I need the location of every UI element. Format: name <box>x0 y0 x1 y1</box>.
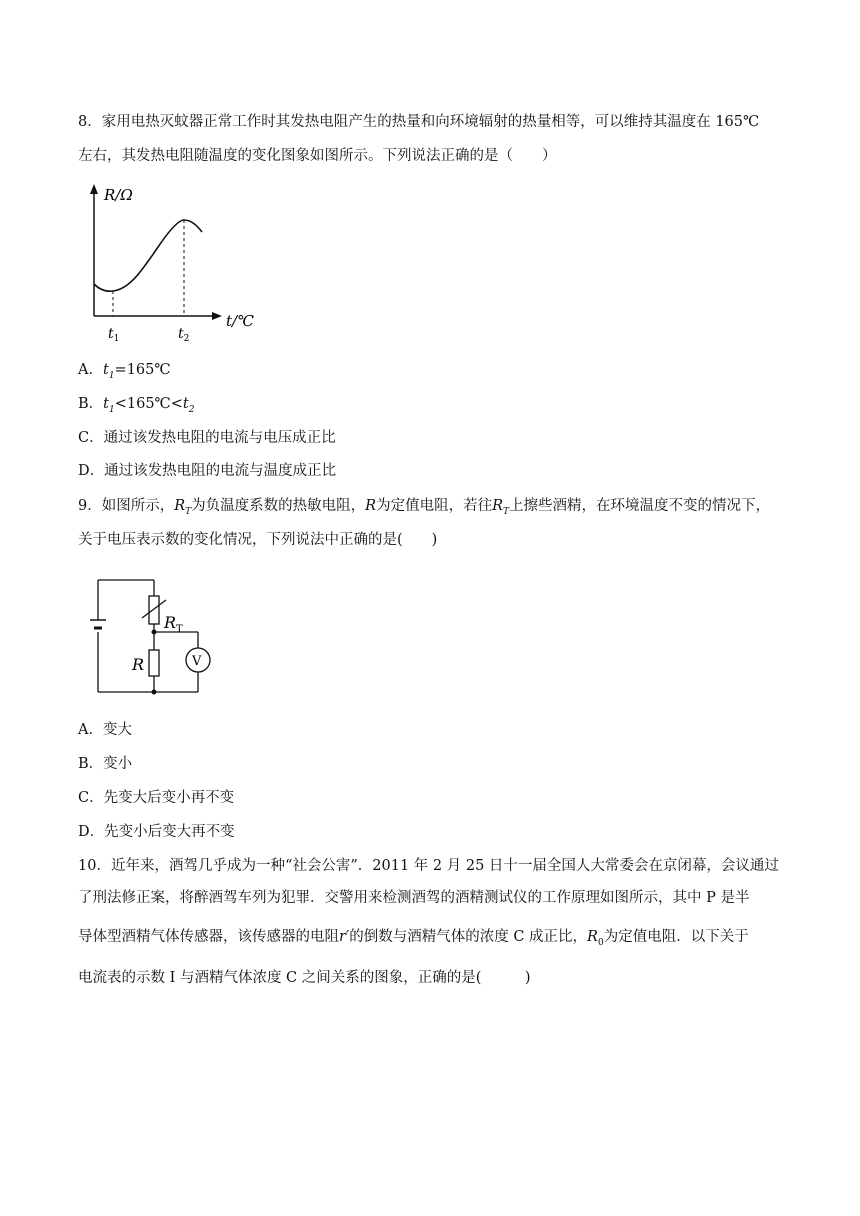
q10-stem-line3: 导体型酒精气体传感器，该传感器的电阻r′的倒数与酒精气体的浓度 C 成正比，$R_0$为定值电阻．以下关于 <box>78 929 749 948</box>
q8-option-a: A．$t_1=165℃$ <box>78 362 171 381</box>
q9-option-d: D．先变小后变大再不变 <box>78 824 235 840</box>
q8-option-c: C．通过该发热电阻的电流与电压成正比 <box>78 430 336 446</box>
q8-stem-line1: 8．家用电热灭蚊器正常工作时其发热电阻产生的热量和向环境辐射的热量相等，可以维持其温度在 165℃ <box>78 114 760 130</box>
x-axis-label: t/℃ <box>226 312 254 330</box>
y-axis-arrow-icon <box>90 184 98 194</box>
q9-stem-line2: 关于电压表示数的变化情况，下列说法中正确的是( ) <box>78 532 438 548</box>
q9-option-c: C．先变大后变小再不变 <box>78 790 235 806</box>
rt-label: $R_T$ <box>164 613 183 635</box>
resistance-curve <box>94 220 202 291</box>
thermistor-rt <box>149 596 159 624</box>
voltmeter-label: V <box>192 654 202 669</box>
q9-option-a: A．变大 <box>78 722 132 738</box>
y-axis-label: R/Ω <box>104 186 133 204</box>
q9-circuit-diagram <box>88 572 218 700</box>
q9-stem-line1: 9．如图所示，$R_T$为负温度系数的热敏电阻，R为定值电阻，若往$R_T$上擦些酒精，在环境温度不变的情况下， <box>78 498 771 517</box>
q8-option-b: B．$t_1<165℃<t_2$ <box>78 396 195 415</box>
q10-stem-line1: 10．近年来，酒驾几乎成为一种“社会公害”．2011 年 2 月 25 日十一届全国人大常委会在京闭幕，会议通过 <box>78 858 779 874</box>
q10-stem-line4: 电流表的示数 I 与酒精气体浓度 C 之间关系的图象，正确的是( ) <box>78 970 531 986</box>
t1-label: $t_1$ <box>108 326 120 344</box>
x-axis-arrow-icon <box>212 312 222 320</box>
q10-stem-line2: 了刑法修正案，将醉酒驾车列为犯罪．交警用来检测酒驾的酒精测试仪的工作原理如图所示，其中 P 是半 <box>78 890 750 906</box>
q8-stem-line2: 左右，其发热电阻随温度的变化图象如图所示。下列说法正确的是（ ） <box>78 148 557 164</box>
q8-option-d: D．通过该发热电阻的电流与温度成正比 <box>78 463 337 479</box>
resistor-r <box>149 650 159 676</box>
q8-resistance-temperature-graph <box>80 180 270 350</box>
q9-option-b: B．变小 <box>78 756 133 772</box>
t2-label: $t_2$ <box>178 326 190 344</box>
r-label: R <box>132 655 145 674</box>
